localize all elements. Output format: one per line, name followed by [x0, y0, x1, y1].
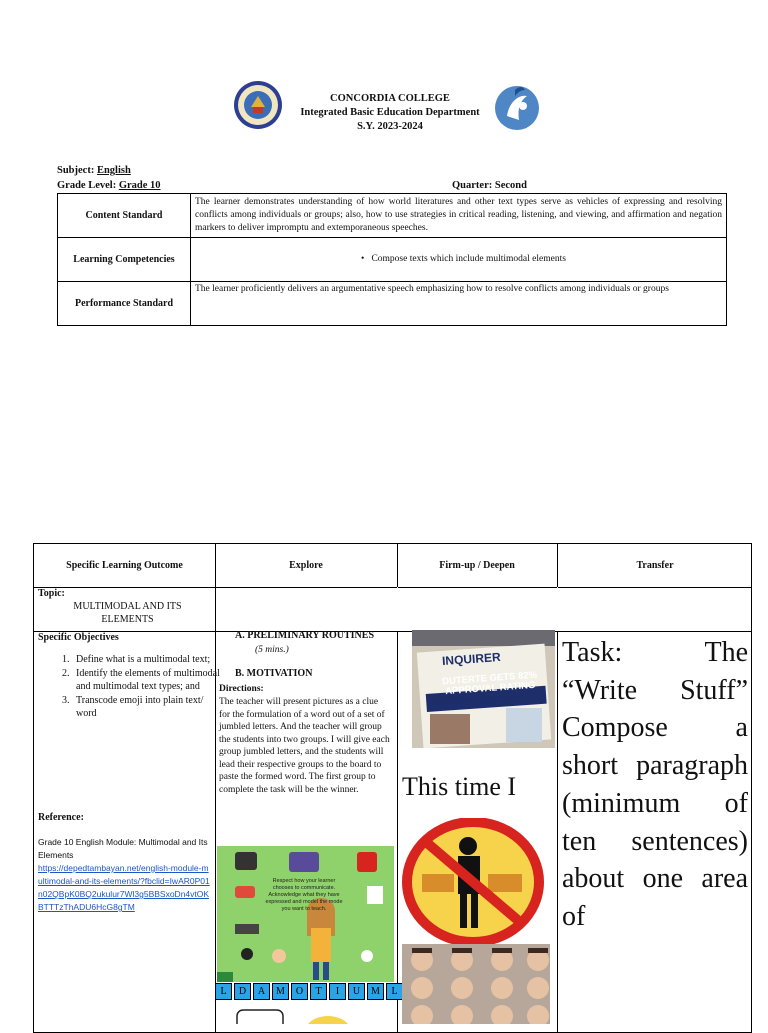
learning-competencies-row	[58, 238, 727, 282]
row-divider	[34, 587, 751, 588]
grade-value: Grade 10	[118, 180, 161, 191]
letter-tile: U	[348, 983, 365, 1000]
school-name: CONCORDIA COLLEGE	[330, 93, 450, 104]
objectives-section	[38, 632, 220, 721]
college-seal-icon	[233, 80, 283, 130]
col-header-explore: Explore	[289, 560, 323, 571]
letter-tile: D	[234, 983, 251, 1000]
performance-standard-row	[58, 282, 727, 326]
performance-standard-label: Performance Standard	[58, 282, 191, 326]
subject-line	[57, 165, 131, 176]
reference-text: Grade 10 English Module: Multimodal and Its Elements	[38, 837, 208, 860]
objective-item: 3. Transcode emoji into plain text/ word	[72, 694, 222, 720]
facial-expressions-image-icon	[402, 944, 550, 1024]
letter-tile: L	[386, 983, 403, 1000]
newspaper-image	[412, 630, 555, 748]
letter-tile: M	[272, 983, 289, 1000]
topic-value: MULTIMODAL AND ITS ELEMENTS	[73, 601, 182, 625]
col-header-transfer: Transfer	[636, 560, 674, 571]
clipped-icon	[236, 1008, 286, 1024]
newspaper-headline: DUTERTE GETS 82% APPROVAL RATING	[441, 669, 538, 698]
preliminary-routines-title: A. PRELIMINARY ROUTINES	[235, 630, 375, 641]
motivation-title: B. MOTIVATION	[235, 668, 313, 679]
letter-tile: T	[310, 983, 327, 1000]
directions-text: The teacher will present pictures as a clue for the formulation of a word out of a set of jumbled letters. And the teacher will group the students into two groups. I will give each group jumbled letters, and the students will lead their respective groups to the board to paste the formed word. The first group to complete the task will be the winner.	[219, 697, 390, 795]
motivation-image-caption: Respect how your learner chooses to communicate. Acknowledge what they have expressed and model the mode you want to teach.	[265, 878, 343, 912]
performance-standard-value: The learner proficiently delivers an argumentative speech emphasizing how to resolve conflicts among individuals or groups	[191, 282, 727, 326]
subject-label: Subject:	[57, 165, 95, 176]
motivation-image	[217, 846, 394, 982]
prohibition-sign-icon	[402, 818, 544, 946]
quarter-label: Quarter:	[452, 180, 493, 191]
communication-modes-graphic-icon	[217, 846, 394, 982]
objectives-label: Specific Objectives	[38, 632, 119, 643]
quarter-value: Second	[494, 180, 527, 191]
col-divider	[215, 544, 216, 1032]
school-year: S.Y. 2023-2024	[357, 121, 423, 132]
merged-cell-mask	[557, 587, 558, 631]
standards-table	[57, 193, 727, 326]
this-time-text: This time I	[402, 772, 517, 801]
reference-label: Reference:	[38, 812, 84, 823]
school-heading	[290, 92, 490, 134]
merged-cell-mask	[397, 587, 398, 631]
department-logo-icon	[493, 82, 541, 132]
col-header-firmup: Firm-up / Deepen	[439, 560, 515, 571]
objective-item: 2. Identify the elements of multimodal and multimodal text types; and	[72, 667, 222, 693]
clipped-emoji-icon	[305, 1016, 351, 1024]
directions-label: Directions:	[219, 684, 264, 694]
letter-tile: O	[291, 983, 308, 1000]
letter-tile: M	[367, 983, 384, 1000]
content-standard-row	[58, 194, 727, 238]
document-header	[0, 80, 768, 140]
letter-tile: A	[253, 983, 270, 1000]
objectives-list	[50, 653, 222, 720]
col-header-outcome: Specific Learning Outcome	[66, 560, 183, 571]
newspaper-subhead: AND IN TALKS TO BUY HOUSE	[431, 694, 520, 708]
reference-block	[38, 836, 210, 914]
preliminary-routines-time: (5 mins.)	[255, 645, 289, 655]
objective-item: 1. Define what is a multimodal text;	[72, 653, 222, 666]
jumbled-letters	[215, 983, 405, 1000]
reference-link[interactable]: https://depedtambayan.net/english-module-multimodal-and-its-elements/?fbclid=IwAR0P01n02QBpK0BQ2ukulur7Wl3g5BBSxoDn4vtOKBTTTzThADU6HcG8gTM	[38, 863, 210, 912]
learning-competencies-label: Learning Competencies	[58, 238, 191, 282]
letter-tile: L	[215, 983, 232, 1000]
grade-line	[57, 180, 161, 191]
learning-competencies-value: Compose texts which include multimodal elements	[371, 254, 566, 264]
content-standard-value: The learner demonstrates understanding of how world literatures and other text types serve as vehicles of expressing and resolving conflicts among individuals or groups; also, how to use strategies in critical reading, listening, and viewing, and affirmation and negation markers to deliver impromptu and extemporaneous speeches.	[191, 194, 727, 238]
content-standard-label: Content Standard	[58, 194, 191, 238]
topic-label: Topic:	[38, 588, 65, 599]
grade-label: Grade Level:	[57, 180, 117, 191]
department-name: Integrated Basic Education Department	[300, 107, 480, 118]
subject-value: English	[96, 165, 131, 176]
newspaper-masthead: INQUIRER	[441, 649, 502, 669]
quarter-line	[452, 180, 527, 191]
bullet-icon: •	[361, 254, 372, 264]
learning-competencies-cell	[191, 238, 727, 282]
transfer-task: Task: The “Write Stuff” Compose a short paragraph (minimum of ten sentences) about one area of	[562, 637, 748, 932]
letter-tile: I	[329, 983, 346, 1000]
